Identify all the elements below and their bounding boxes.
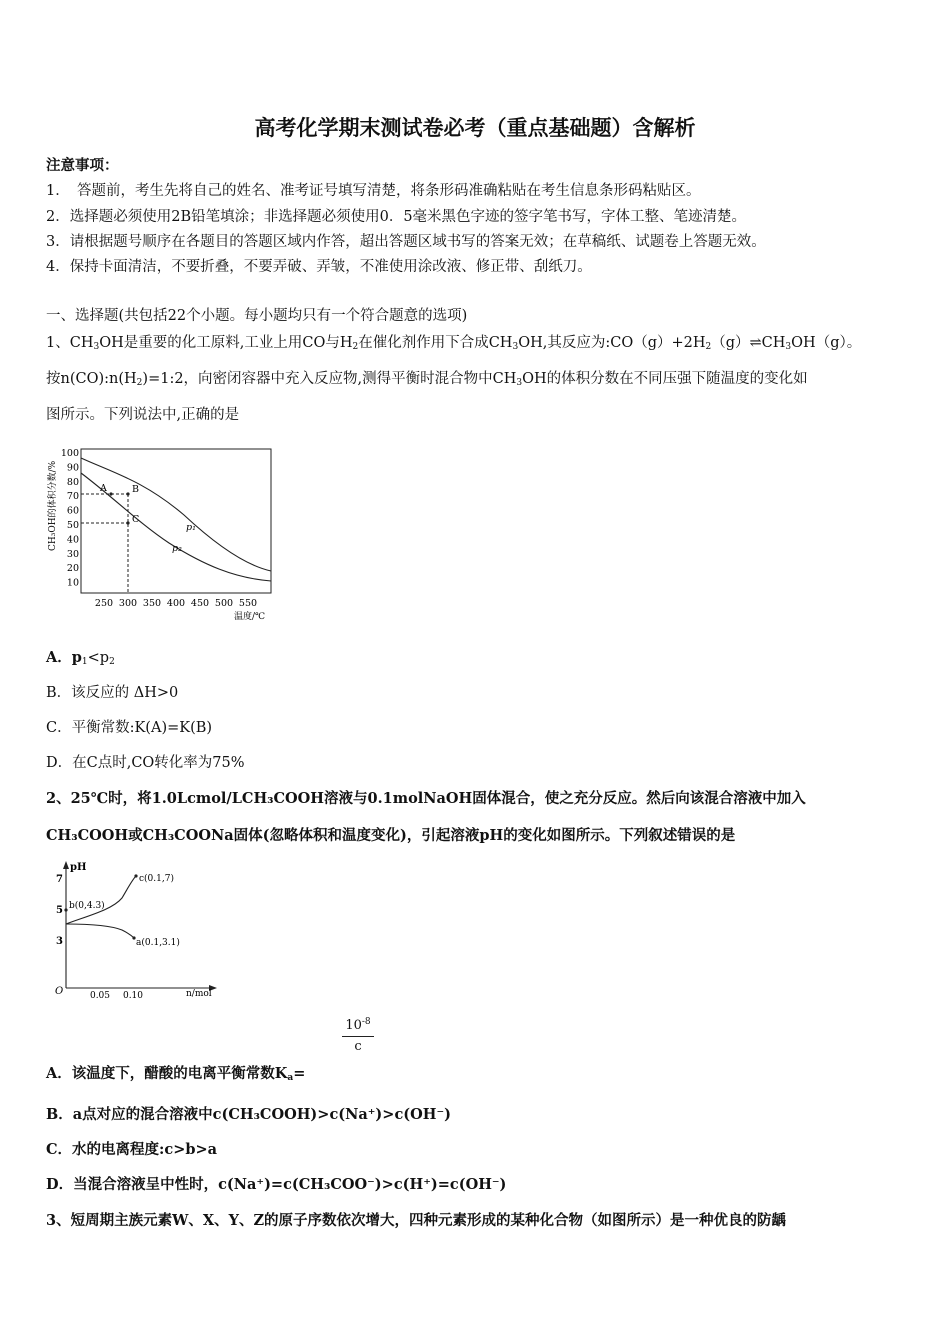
x-tick-label: 0.10 xyxy=(122,991,144,1000)
point-label: A xyxy=(100,483,107,494)
y-tick-label: 30 xyxy=(66,548,79,560)
y-tick-label: 50 xyxy=(66,520,79,531)
notice-item: 3．请根据题号顺序在各题目的答题区域内作答，超出答题区域书写的答案无效；在草稿纸、试题卷上答题无效。 xyxy=(46,234,766,250)
q1-stem-line3: 图所示。下列说法中,正确的是 xyxy=(46,407,240,423)
curve-label-p1: p₁ xyxy=(186,522,196,533)
y-tick-label: 40 xyxy=(66,534,79,546)
notice-item: 1． 答题前，考生先将自己的姓名、准考证号填写清楚，将条形码准确粘贴在考生信息条形码粘贴区。 xyxy=(46,183,701,199)
curve-ba xyxy=(66,924,134,938)
point-label: B xyxy=(132,484,139,495)
y-tick-label: 10 xyxy=(66,577,79,589)
point-c xyxy=(134,874,137,877)
y-axis-label: CH₃OH的体积分数/% xyxy=(48,460,58,551)
x-tick-label: 550 xyxy=(238,598,258,609)
q3-stem-line1: 3、短周期主族元素W、X、Y、Z的原子序数依次增大，四种元素形成的某种化合物（如图所示）是一种优良的防龋 xyxy=(46,1212,787,1229)
ph-change-chart xyxy=(52,858,222,1000)
q2-option-b[interactable]: B．a点对应的混合溶液中c(CH₃COOH)>c(Na⁺)>c(OH⁻) xyxy=(46,1106,451,1123)
page-title: 高考化学期末测试卷必考（重点基础题）含解析 xyxy=(254,116,696,140)
q2-option-a[interactable]: A．该温度下，醋酸的电离平衡常数$K_a=$ xyxy=(46,1065,306,1083)
y-tick-label: 7 xyxy=(56,874,63,885)
q1-option-a[interactable]: A．$p_1<p_2$ xyxy=(46,649,115,667)
q1-stem-line1: 1、$CH_3OH$是重要的化工原料,工业上用CO与$H_2$在催化剂作用下合成$CH_3OH$,其反应为$:CO(g)+2H_2(g)\rightleftharpoons CH_3OH(g)$。 xyxy=(46,335,862,352)
y-axis-label: pH xyxy=(70,862,87,873)
y-tick-label: 3 xyxy=(56,936,63,947)
notice-item: 2．选择题必须使用2B铅笔填涂；非选择题必须使用0．5毫米黑色字迹的签字笔书写，字体工整、笔迹清楚。 xyxy=(46,209,747,225)
point-b xyxy=(126,492,129,495)
methanol-fraction-chart xyxy=(44,443,276,623)
point-c xyxy=(126,521,129,524)
q1-option-d[interactable]: D．在C点时,CO转化率为75% xyxy=(46,755,245,771)
x-tick-label: 500 xyxy=(214,598,234,609)
x-axis-label: 温度/℃ xyxy=(234,612,266,622)
ka-fraction: $10^{-8}$ c xyxy=(340,1017,376,1054)
q1-option-b[interactable]: B．该反应的 ΔH>0 xyxy=(46,685,179,701)
y-tick-label: 5 xyxy=(56,905,63,916)
q1-option-c[interactable]: C．平衡常数:K(A)=K(B) xyxy=(46,720,213,736)
point-a xyxy=(109,492,112,495)
x-tick-label: 0.05 xyxy=(89,991,111,1000)
curve-bc xyxy=(66,876,136,924)
y-tick-label: 100 xyxy=(60,448,79,459)
curve-p2 xyxy=(81,473,271,581)
origin-label: O xyxy=(55,986,64,997)
section-heading: 一、选择题(共包括22个小题。每小题均只有一个符合题意的选项) xyxy=(46,308,468,324)
point-label: c(0.1,7) xyxy=(139,874,174,884)
notice-item: 4．保持卡面清洁，不要折叠，不要弄破、弄皱，不准使用涂改液、修正带、刮纸刀。 xyxy=(46,259,592,275)
x-tick-label: 250 xyxy=(94,598,114,609)
q2-stem-line1: 2、25℃时，将1.0Lcmol/LCH₃COOH溶液与0.1molNaOH固体混合，使之充分反应。然后向该混合溶液中加入 xyxy=(46,790,806,807)
x-axis-label: n/mol xyxy=(186,989,212,999)
x-tick-label: 450 xyxy=(190,598,210,609)
y-axis-arrow xyxy=(63,861,69,869)
x-tick-label: 350 xyxy=(142,598,162,609)
notice-heading: 注意事项： xyxy=(46,157,119,174)
point-label: b(0,4.3) xyxy=(69,901,105,911)
q2-option-c[interactable]: C．水的电离程度:c>b>a xyxy=(46,1141,218,1158)
y-tick-label: 70 xyxy=(66,491,79,503)
y-tick-label: 60 xyxy=(66,505,79,517)
point-label: C xyxy=(132,514,140,525)
y-tick-label: 90 xyxy=(66,462,79,474)
curve-label-p2: p₂ xyxy=(172,543,182,554)
q2-option-d[interactable]: D．当混合溶液呈中性时，c(Na⁺)=c(CH₃COO⁻)>c(H⁺)=c(OH⁻) xyxy=(46,1176,507,1193)
q2-stem-line2: CH₃COOH或CH₃COONa固体(忽略体积和温度变化)，引起溶液pH的变化如图所示。下列叙述错误的是 xyxy=(46,827,736,844)
curve-p1 xyxy=(81,458,271,571)
point-label: a(0.1,3.1) xyxy=(136,938,180,948)
point-b xyxy=(64,908,67,911)
y-tick-label: 80 xyxy=(66,476,79,488)
q1-stem-line2: 按$n(CO):n(H_2)=1:2$，向密闭容器中充入反应物,测得平衡时混合物中$CH_3OH$的体积分数在不同压强下随温度的变化如 xyxy=(46,371,808,388)
x-tick-label: 300 xyxy=(118,598,138,609)
x-tick-label: 400 xyxy=(166,598,186,609)
y-tick-label: 20 xyxy=(66,563,79,575)
